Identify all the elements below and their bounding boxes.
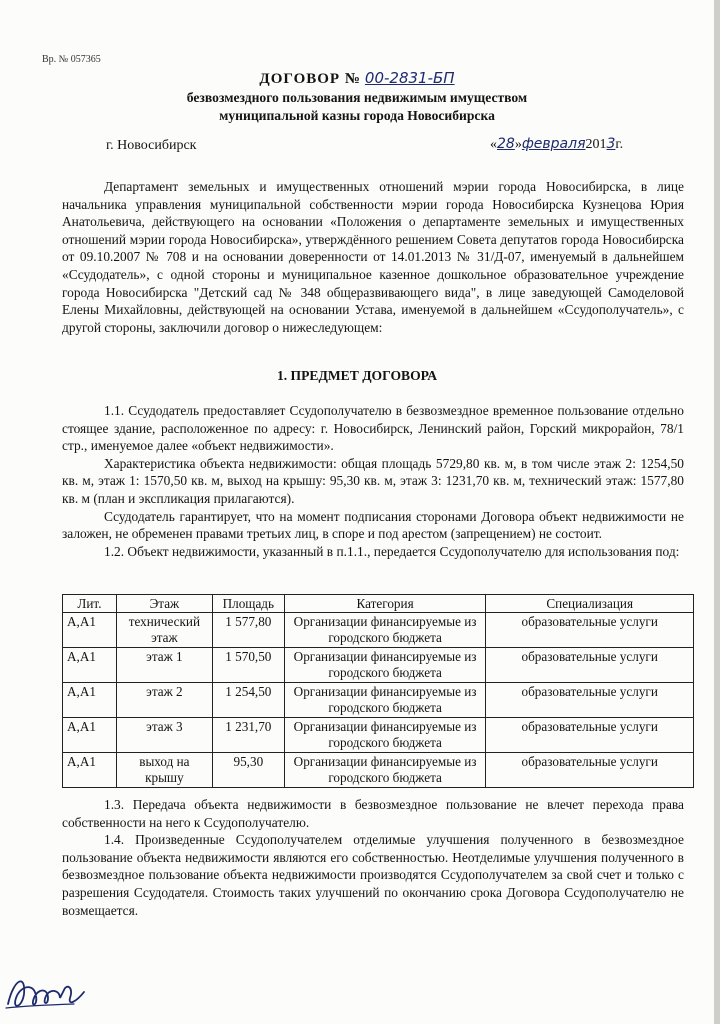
- clause-1-1-guarantee: Ссудодатель гарантирует, что на момент подписания сторонами Договора объект недвижимости не заложен, не обременен правами третьих лиц, в споре и под арестом (запрещением) не состоит.: [62, 508, 684, 542]
- cell-area: 1 577,80: [212, 613, 284, 648]
- header-area: Площадь: [212, 595, 284, 613]
- cell-category: Организации финансируемые из городского бюджета: [284, 613, 486, 648]
- cell-category: Организации финансируемые из городского бюджета: [284, 718, 486, 753]
- title-line-owner: муниципальной казны города Новосибирска: [219, 108, 495, 123]
- cell-lit: А,А1: [63, 718, 117, 753]
- cell-floor: этаж 3: [116, 718, 212, 753]
- date-open-quote: «: [490, 137, 497, 152]
- cell-area: 1 570,50: [212, 648, 284, 683]
- cell-floor: выход на крышу: [116, 753, 212, 788]
- title-prefix: ДОГОВОР №: [259, 71, 361, 87]
- property-table: [62, 594, 694, 788]
- cell-category: Организации финансируемые из городского бюджета: [284, 683, 486, 718]
- cell-floor: этаж 1: [116, 648, 212, 683]
- table-row: [63, 683, 694, 718]
- clause-1-3-1-4-block: [62, 796, 684, 919]
- cell-lit: А,А1: [63, 753, 117, 788]
- date-year-digit: 3: [606, 136, 616, 152]
- table-header-row: [63, 595, 694, 613]
- clause-1-1-characteristics: Характеристика объекта недвижимости: общая площадь 5729,80 кв. м, в том числе этаж 2: 1254,50 кв. м, этаж 1: 1570,50 кв. м, выход на крышу: 95,30 кв. м, этаж 3: 1231,70 кв. м, технический этаж: 1577,80 кв. м (план и экспликация прилагаются).: [62, 455, 684, 506]
- registration-number: Вр. № 057365: [42, 54, 101, 65]
- preamble-block: [62, 178, 684, 336]
- header-lit: Лит.: [63, 595, 117, 613]
- cell-floor: технический этаж: [116, 613, 212, 648]
- date-year-prefix: 201: [585, 137, 607, 152]
- cell-specialization: образовательные услуги: [486, 683, 694, 718]
- cell-specialization: образовательные услуги: [486, 718, 694, 753]
- header-specialization: Специализация: [486, 595, 694, 613]
- place-of-signing: г. Новосибирск: [106, 138, 197, 153]
- cell-lit: А,А1: [63, 648, 117, 683]
- preamble-paragraph: Департамент земельных и имущественных отношений мэрии города Новосибирска, в лице начальника управления муниципальной собственности мэрии города Новосибирска Кузнецова Юрия Анатольевича, действующего на основании «Положения о департаменте земельных и имущественных отношений мэрии города Новосибирска», утверждённого решением Совета депутатов города Новосибирска от 09.10.2007 № 708 и на основании доверенности от 14.01.2013 № 31/Д-07, именуемый в дальнейшем «Ссудодатель», с одной стороны и муниципальное казенное дошкольное образовательное учреждение города Новосибирска "Детский сад № 348 общеразвивающего вида", в лице заведующей Самоделовой Елены Михайловны, действующей на основании Устава, именуемой в дальнейшем «Ссудополучатель», с другой стороны, заключили договор о нижеследующем:: [62, 179, 684, 335]
- cell-specialization: образовательные услуги: [486, 648, 694, 683]
- date-day: 28: [497, 136, 515, 152]
- table-row: [63, 718, 694, 753]
- cell-specialization: образовательные услуги: [486, 753, 694, 788]
- cell-area: 1 231,70: [212, 718, 284, 753]
- document-title: [0, 68, 714, 125]
- cell-specialization: образовательные услуги: [486, 613, 694, 648]
- cell-floor: этаж 2: [116, 683, 212, 718]
- section-1-title: 1. ПРЕДМЕТ ДОГОВОРА: [276, 368, 438, 383]
- cell-area: 1 254,50: [212, 683, 284, 718]
- clause-1-2: 1.2. Объект недвижимости, указанный в п.1.1., передается Ссудополучателю для использования под:: [104, 543, 680, 559]
- cell-category: Организации финансируемые из городского бюджета: [284, 753, 486, 788]
- contract-date: [490, 136, 623, 153]
- date-month: февраля: [521, 136, 586, 152]
- clause-1-4: 1.4. Произведенные Ссудополучателем отделимые улучшения полученного в безвозмездное пользование объекта недвижимости являются его собственностью. Неотделимые улучшения полученного в безвозмездное пользование объекта недвижимости производятся Ссудополучателем за свой счет и только с разрешения Ссудодателя. Стоимость таких улучшений по окончанию срока Договора Ссудополучателю не возмещается.: [62, 832, 684, 918]
- handwritten-signature-icon: [4, 968, 88, 1014]
- clause-1-1-block: [62, 402, 684, 560]
- title-line-subject: безвозмездного пользования недвижимым имуществом: [186, 90, 528, 105]
- table-row: [63, 613, 694, 648]
- clause-1-1: 1.1. Ссудодатель предоставляет Ссудополучателю в безвозмездное временное пользование отдельно стоящее здание, расположенное по адресу: г. Новосибирск, Ленинский район, Горский микрорайон, 78/1 стр., именуемое далее «объект недвижимости».: [62, 403, 684, 454]
- cell-lit: А,А1: [63, 613, 117, 648]
- contract-number: 00-2831-БП: [364, 69, 455, 87]
- date-suffix: г.: [615, 137, 624, 152]
- date-close-quote: »: [514, 137, 522, 152]
- table-row: [63, 753, 694, 788]
- table-row: [63, 648, 694, 683]
- cell-area: 95,30: [212, 753, 284, 788]
- header-category: Категория: [284, 595, 486, 613]
- cell-lit: А,А1: [63, 683, 117, 718]
- cell-category: Организации финансируемые из городского бюджета: [284, 648, 486, 683]
- header-floor: Этаж: [116, 595, 212, 613]
- title-line-contract: [0, 68, 714, 89]
- clause-1-3: 1.3. Передача объекта недвижимости в безвозмездное пользование не влечет перехода права собственности на него к Ссудополучателю.: [62, 797, 684, 830]
